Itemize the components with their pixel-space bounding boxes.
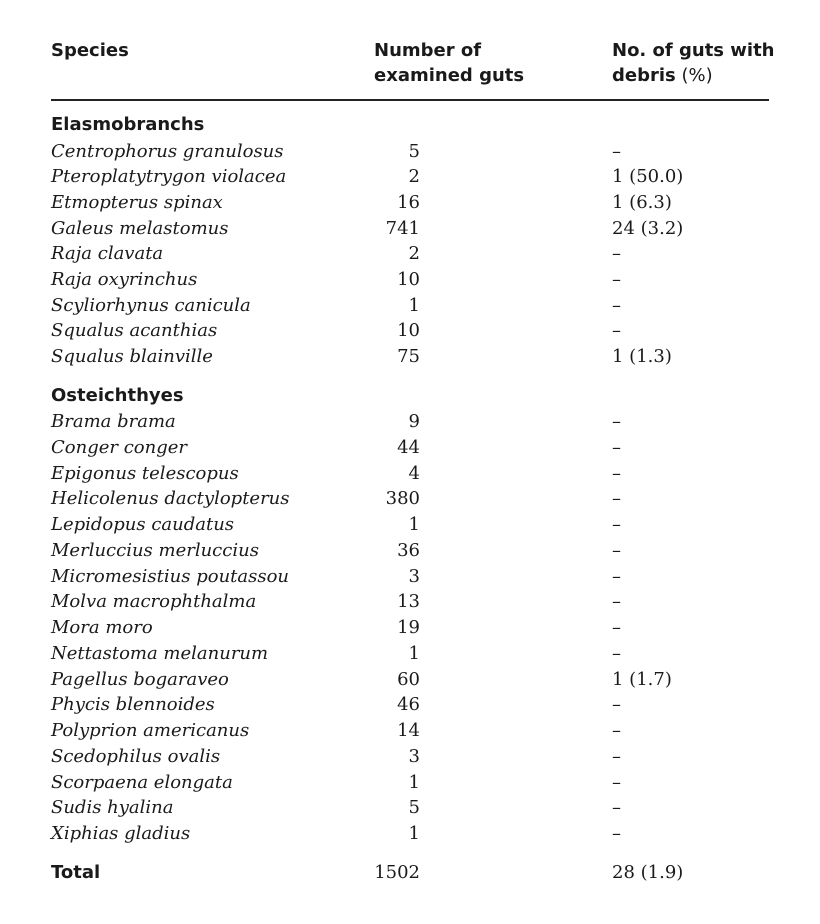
- species-cell: Scyliorhynus canicula: [51, 294, 251, 316]
- table-row: [0, 564, 820, 590]
- header-debris-line2: [612, 63, 775, 88]
- examined-cell: 10: [397, 269, 420, 290]
- examined-cell: 1: [408, 771, 420, 793]
- group-title-osteichthyes: Osteichthyes: [51, 385, 184, 406]
- debris-cell: –: [612, 320, 621, 342]
- examined-cell: 46: [397, 694, 420, 716]
- table-row: [0, 435, 820, 461]
- species-cell: Pteroplatytrygon violacea: [51, 166, 287, 188]
- header-species: Species: [51, 40, 129, 61]
- total-debris: 28 (1.9): [612, 862, 684, 883]
- examined-cell: 13: [397, 591, 420, 613]
- total-row: [0, 860, 820, 886]
- species-cell: Xiphias gladius: [51, 823, 191, 844]
- debris-cell: –: [612, 294, 621, 316]
- header-rule: [51, 99, 769, 101]
- species-cell: Pagellus bogaraveo: [51, 668, 229, 690]
- examined-cell: 1: [408, 294, 420, 316]
- debris-cell: –: [612, 140, 621, 162]
- species-cell: Centrophorus granulosus: [51, 140, 284, 162]
- table-row: [0, 344, 820, 370]
- total-label: Total: [51, 862, 101, 883]
- examined-cell: 4: [408, 462, 420, 484]
- debris-cell: –: [612, 411, 621, 432]
- table-row: [0, 538, 820, 564]
- debris-cell: –: [612, 771, 621, 793]
- table-row: [0, 139, 820, 165]
- debris-cell: 1 (50.0): [612, 166, 684, 188]
- debris-cell: –: [612, 720, 621, 741]
- table-row: [0, 190, 820, 216]
- debris-cell: –: [612, 797, 621, 819]
- debris-cell: –: [612, 269, 621, 290]
- examined-cell: 2: [408, 243, 420, 265]
- species-cell: Nettastoma melanurum: [51, 642, 269, 664]
- examined-cell: 1: [408, 514, 420, 535]
- debris-cell: –: [612, 591, 621, 613]
- debris-cell: –: [612, 745, 621, 767]
- examined-cell: 14: [397, 720, 420, 741]
- table-row: [0, 589, 820, 615]
- examined-cell: 2: [408, 166, 420, 188]
- debris-cell: –: [612, 565, 621, 587]
- species-cell: Molva macrophthalma: [51, 591, 257, 613]
- header-examined-guts: [374, 38, 524, 88]
- table-row: [0, 486, 820, 512]
- table-row: [0, 821, 820, 847]
- debris-cell: –: [612, 617, 621, 638]
- table-row: [0, 667, 820, 693]
- debris-cell: –: [612, 539, 621, 561]
- debris-cell: –: [612, 514, 621, 535]
- species-cell: Brama brama: [51, 411, 176, 432]
- table-row: [0, 216, 820, 242]
- examined-cell: 16: [397, 191, 420, 213]
- species-cell: Raja oxyrinchus: [51, 269, 198, 290]
- table-row: [0, 461, 820, 487]
- examined-cell: 5: [408, 140, 420, 162]
- examined-cell: 9: [408, 411, 420, 432]
- species-cell: Sudis hyalina: [51, 797, 174, 819]
- debris-cell: –: [612, 642, 621, 664]
- header-guts-with-debris: [612, 38, 775, 88]
- species-cell: Galeus melastomus: [51, 217, 229, 239]
- table-row: [0, 293, 820, 319]
- table-row: [0, 409, 820, 435]
- species-cell: Merluccius merluccius: [51, 539, 259, 561]
- debris-cell: –: [612, 436, 621, 458]
- species-cell: Squalus blainville: [51, 346, 213, 368]
- debris-cell: 1 (1.7): [612, 668, 672, 690]
- species-cell: Lepidopus caudatus: [51, 514, 235, 535]
- debris-cell: –: [612, 694, 621, 716]
- header-examined-line2: examined guts: [374, 65, 525, 86]
- debris-cell: –: [612, 488, 621, 510]
- table-row: [0, 744, 820, 770]
- examined-cell: 75: [397, 346, 420, 368]
- table-row: [0, 318, 820, 344]
- table-row: [0, 641, 820, 667]
- examined-cell: 3: [408, 745, 420, 767]
- table-row: [0, 241, 820, 267]
- examined-cell: 1: [408, 642, 420, 664]
- table-row: [0, 267, 820, 293]
- debris-cell: –: [612, 243, 621, 265]
- table-row: [0, 795, 820, 821]
- species-cell: Mora moro: [51, 617, 153, 638]
- total-examined: 1502: [374, 862, 420, 883]
- table-row: [0, 718, 820, 744]
- debris-cell: –: [612, 823, 621, 844]
- debris-cell: 1 (6.3): [612, 191, 672, 213]
- species-cell: Scorpaena elongata: [51, 771, 233, 793]
- header-examined-line1: Number of: [374, 40, 482, 61]
- debris-cell: –: [612, 462, 621, 484]
- group-title-elasmobranchs: Elasmobranchs: [51, 114, 205, 135]
- species-cell: Phycis blennoides: [51, 694, 215, 716]
- examined-cell: 10: [397, 320, 420, 342]
- table-row: [0, 692, 820, 718]
- examined-cell: 1: [408, 823, 420, 844]
- table-row: [0, 615, 820, 641]
- header-debris-line1: No. of guts with: [612, 40, 775, 61]
- examined-cell: 60: [397, 668, 420, 690]
- table-row: [0, 770, 820, 796]
- species-cell: Epigonus telescopus: [51, 462, 239, 484]
- examined-cell: 3: [408, 565, 420, 587]
- table-row: [0, 512, 820, 538]
- examined-cell: 741: [385, 217, 420, 239]
- species-cell: Helicolenus dactylopterus: [51, 488, 290, 510]
- debris-cell: 1 (1.3): [612, 346, 672, 368]
- debris-cell: 24 (3.2): [612, 217, 684, 239]
- examined-cell: 380: [385, 488, 420, 510]
- species-cell: Conger conger: [51, 436, 187, 458]
- table-row: [0, 164, 820, 190]
- header-debris-percent: (%): [675, 65, 713, 86]
- species-cell: Squalus acanthias: [51, 320, 218, 342]
- species-cell: Raja clavata: [51, 243, 164, 265]
- species-cell: Etmopterus spinax: [51, 191, 223, 213]
- examined-cell: 36: [397, 539, 420, 561]
- examined-cell: 44: [397, 436, 420, 458]
- examined-cell: 19: [397, 617, 420, 638]
- species-cell: Micromesistius poutassou: [51, 565, 290, 587]
- header-debris-word: debris: [612, 65, 676, 86]
- species-cell: Scedophilus ovalis: [51, 745, 221, 767]
- species-cell: Polyprion americanus: [51, 720, 250, 741]
- examined-cell: 5: [408, 797, 420, 819]
